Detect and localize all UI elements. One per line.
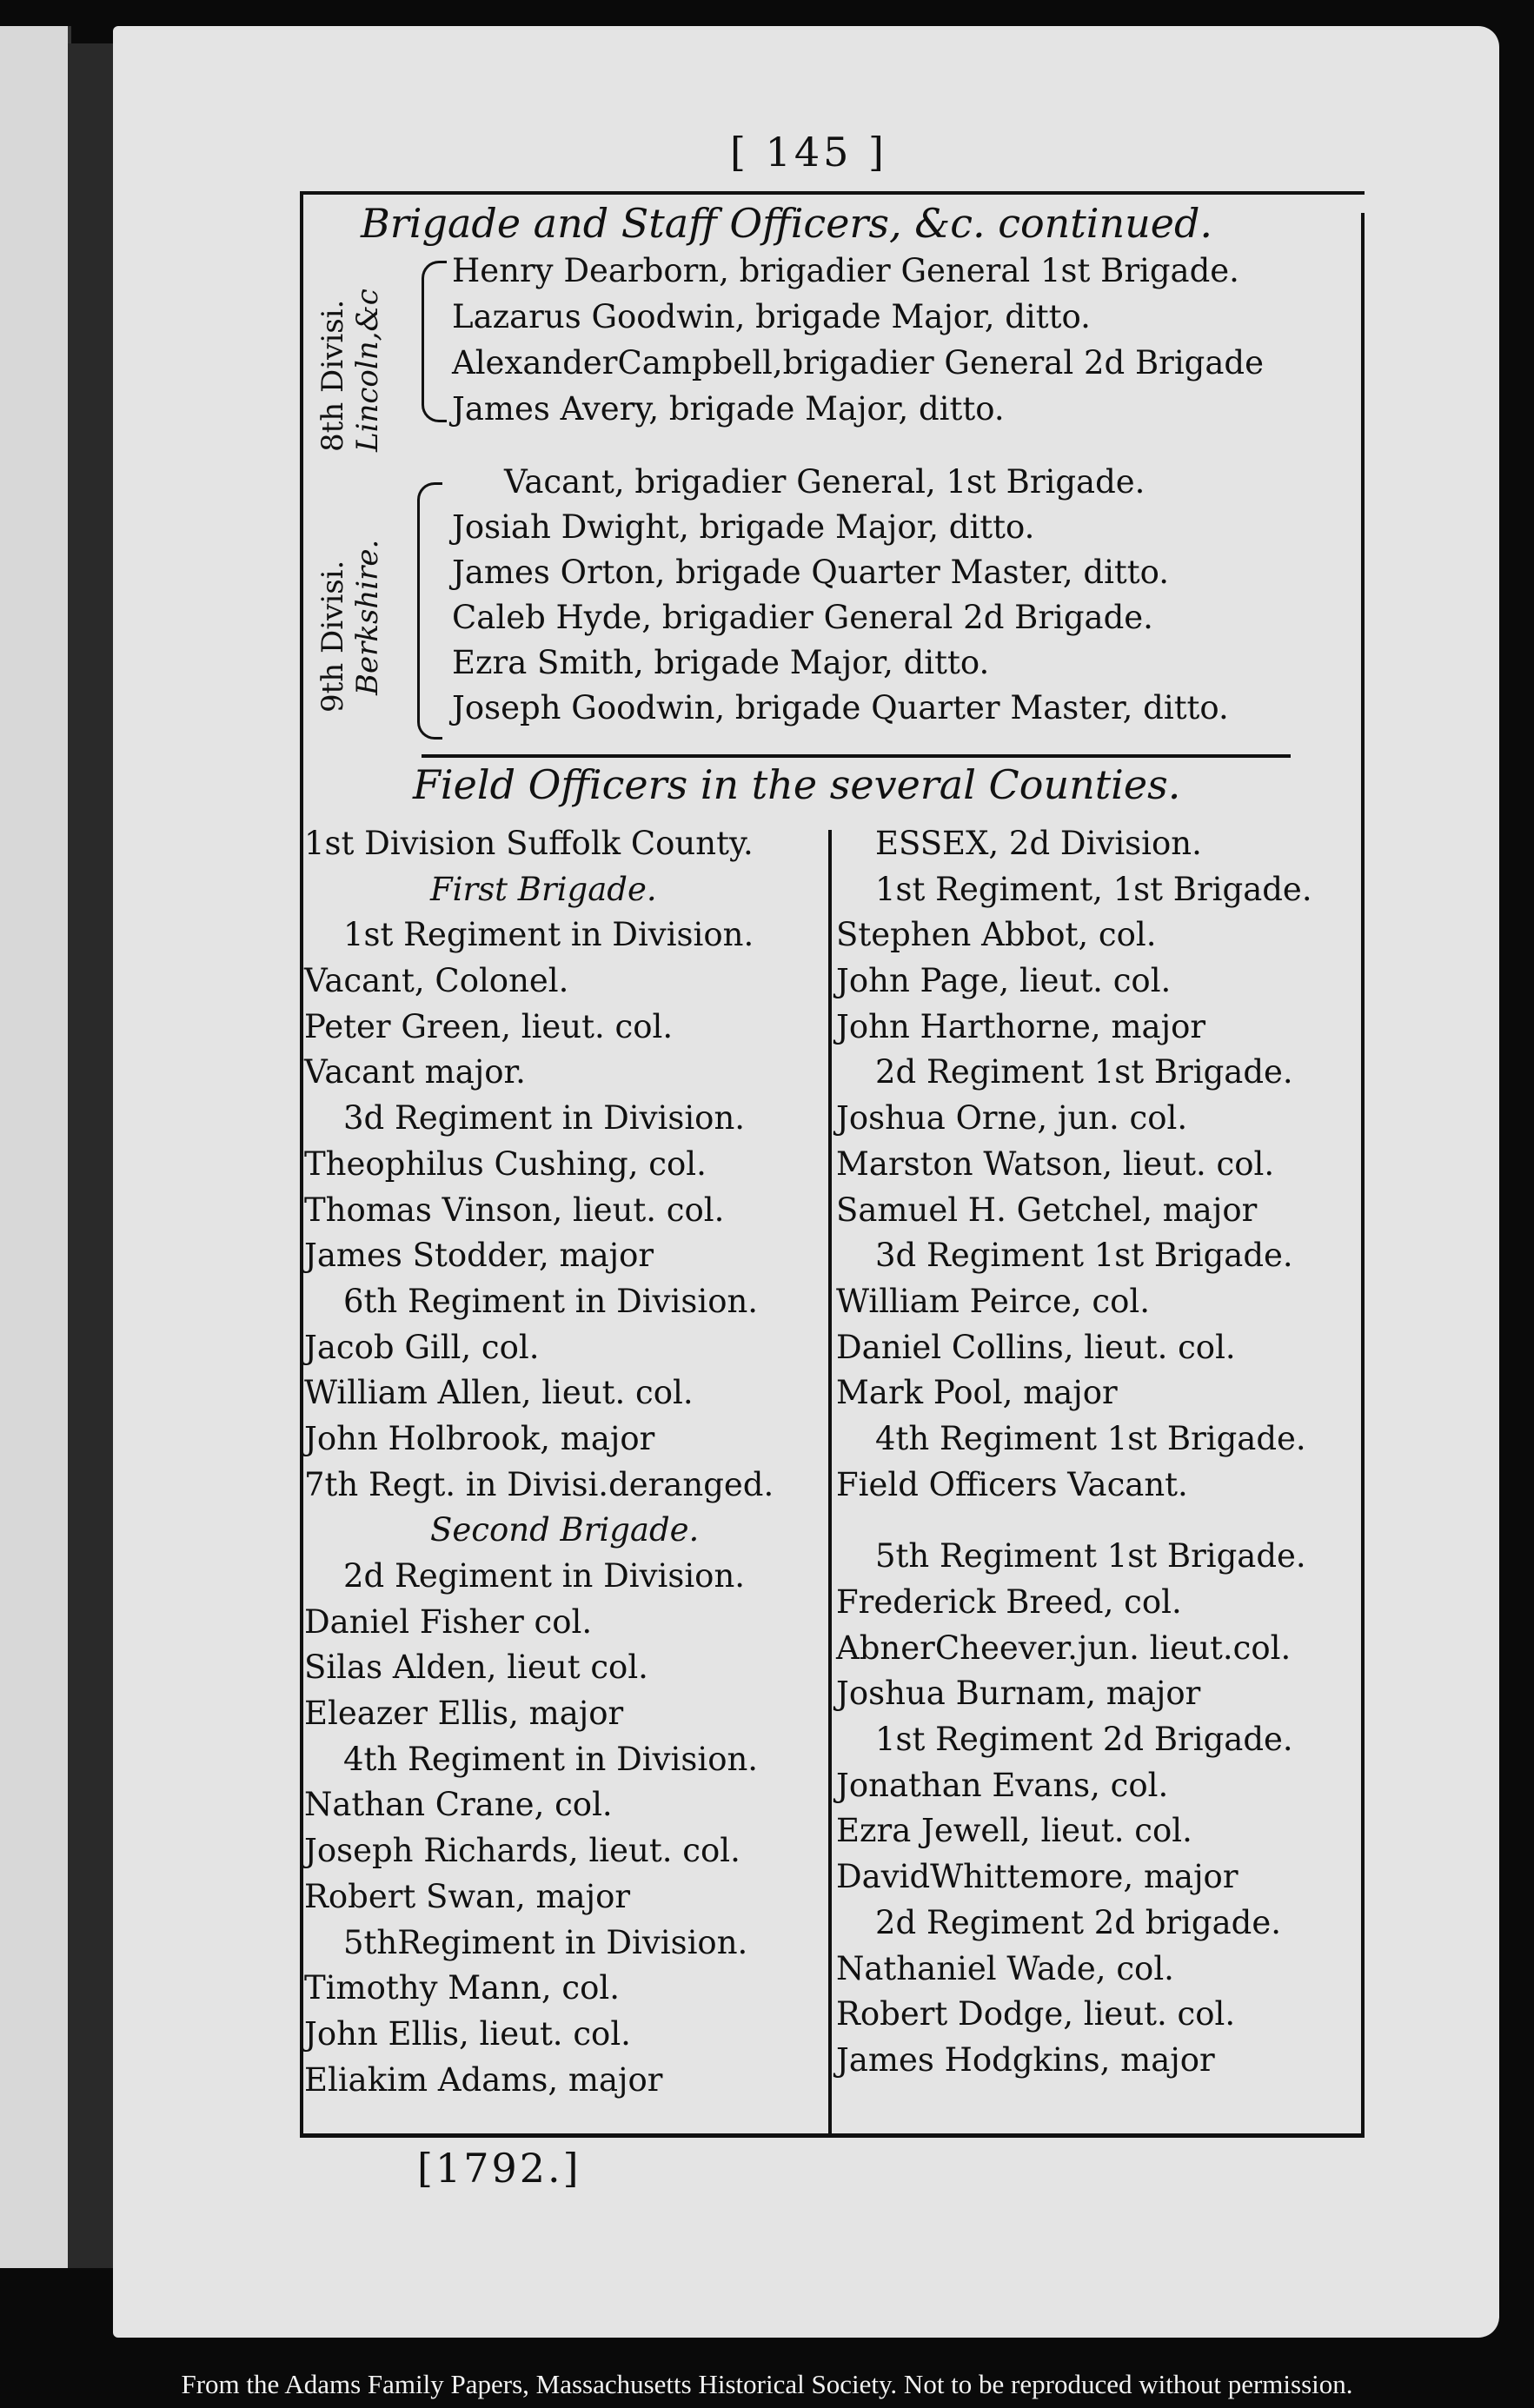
- left-column: [304, 821, 826, 2103]
- regiment-heading: 5th Regiment 1st Brigade.: [875, 1537, 1306, 1575]
- brace-9th-division: [417, 482, 442, 740]
- regiment-heading: 4th Regiment 1st Brigade.: [875, 1419, 1306, 1457]
- brace-8th-division: [422, 261, 447, 422]
- officer-entry: Nathaniel Wade, col.: [836, 1949, 1174, 1987]
- officer-entry: John Ellis, lieut. col.: [304, 2014, 631, 2053]
- officer-entry: James Hodgkins, major: [836, 2040, 1215, 2079]
- text-frame: [300, 191, 1365, 2146]
- officer-entry: Joseph Richards, lieut. col.: [304, 1832, 740, 1870]
- officer-entry: Peter Green, lieut. col.: [304, 1007, 674, 1045]
- regiment-heading: 3d Regiment 1st Brigade.: [875, 1237, 1293, 1275]
- officer-entry: Vacant major.: [304, 1053, 526, 1091]
- staff-line: Ezra Smith, brigade Major, ditto.: [452, 644, 990, 681]
- officer-entry: Ezra Jewell, lieut. col.: [836, 1812, 1192, 1850]
- officer-entry: John Page, lieut. col.: [836, 962, 1172, 1000]
- officer-entry: Jonathan Evans, col.: [836, 1766, 1169, 1804]
- officer-entry: Joshua Burnam, major: [836, 1675, 1201, 1713]
- officer-entry: Field Officers Vacant.: [836, 1465, 1188, 1503]
- officer-entry: Daniel Fisher col.: [304, 1602, 593, 1641]
- field-officers-title: Field Officers in the several Counties.: [413, 761, 1181, 808]
- regiment-heading: Second Brigade.: [430, 1511, 700, 1549]
- officer-entry: Robert Dodge, lieut. col.: [836, 1995, 1236, 2033]
- officer-entry: William Allen, lieut. col.: [304, 1374, 694, 1412]
- page-number: [ 145 ]: [730, 129, 887, 176]
- regiment-heading: 5thRegiment in Division.: [343, 1923, 748, 1961]
- section-rule: [422, 754, 1291, 758]
- officer-entry: 7th Regt. in Divisi.deranged.: [304, 1465, 774, 1503]
- regiment-heading: 2d Regiment 2d brigade.: [875, 1903, 1281, 1941]
- staff-line: Vacant, brigadier General, 1st Brigade.: [504, 463, 1146, 501]
- frame-bottom-rule: [300, 2133, 1365, 2138]
- book-spine: [68, 43, 113, 2268]
- officer-entry: William Peirce, col.: [836, 1282, 1151, 1320]
- staff-line: James Orton, brigade Quarter Master, ditto.: [452, 554, 1170, 591]
- officer-entry: John Holbrook, major: [304, 1419, 655, 1457]
- officer-entry: Jacob Gill, col.: [304, 1328, 540, 1366]
- officer-entry: John Harthorne, major: [836, 1007, 1206, 1045]
- officer-entry: 1st Division Suffolk County.: [304, 825, 754, 862]
- officer-entry: Silas Alden, lieut col.: [304, 1648, 648, 1687]
- regiment-heading: 2d Regiment 1st Brigade.: [875, 1053, 1293, 1091]
- officer-entry: James Stodder, major: [304, 1237, 654, 1275]
- officer-entry: Mark Pool, major: [836, 1374, 1118, 1412]
- regiment-heading: 2d Regiment in Division.: [343, 1557, 746, 1595]
- staff-line: Josiah Dwight, brigade Major, ditto.: [452, 508, 1035, 546]
- officer-entry: Vacant, Colonel.: [304, 962, 569, 1000]
- officer-entry: Stephen Abbot, col.: [836, 916, 1157, 954]
- division-label: 8th Divisi.: [315, 299, 350, 452]
- frame-left-rule: [300, 191, 303, 2133]
- staff-line: Joseph Goodwin, brigade Quarter Master, ditto.: [452, 689, 1229, 726]
- regiment-heading: 1st Regiment 2d Brigade.: [875, 1721, 1293, 1759]
- copyright-footer: From the Adams Family Papers, Massachusetts Historical Society. Not to be reproduced without permission.: [181, 2369, 1353, 2399]
- officer-entry: DavidWhittemore, major: [836, 1858, 1238, 1896]
- year-label: [1792.]: [417, 2145, 581, 2192]
- officer-entry: Timothy Mann, col.: [304, 1969, 620, 2007]
- regiment-heading: First Brigade.: [430, 870, 657, 908]
- division-label: 9th Divisi.: [315, 560, 350, 713]
- regiment-heading: 3d Regiment in Division.: [343, 1099, 746, 1138]
- county-label: Lincoln,&c: [350, 289, 385, 452]
- right-column: [836, 821, 1358, 2084]
- spacer: [836, 1508, 1358, 1534]
- regiment-heading: 4th Regiment in Division.: [343, 1740, 759, 1778]
- staff-line: Henry Dearborn, brigadier General 1st Brigade.: [452, 252, 1239, 289]
- staff-line: James Avery, brigade Major, ditto.: [452, 390, 1005, 428]
- officer-entry: Eleazer Ellis, major: [304, 1695, 624, 1733]
- officer-entry: Thomas Vinson, lieut. col.: [304, 1191, 725, 1229]
- officer-entry: Daniel Collins, lieut. col.: [836, 1328, 1236, 1366]
- column-divider: [828, 830, 832, 2133]
- staff-line: Lazarus Goodwin, brigade Major, ditto.: [452, 298, 1091, 335]
- regiment-heading: 1st Regiment in Division.: [343, 916, 754, 954]
- regiment-heading: 6th Regiment in Division.: [343, 1282, 759, 1320]
- regiment-heading: 1st Regiment, 1st Brigade.: [875, 870, 1312, 908]
- officer-entry: Samuel H. Getchel, major: [836, 1191, 1258, 1229]
- staff-section-title: Brigade and Staff Officers, &c. continued.: [361, 200, 1213, 247]
- officer-entry: Nathan Crane, col.: [304, 1786, 613, 1824]
- facing-page-edge: [0, 26, 71, 2268]
- officer-entry: Marston Watson, lieut. col.: [836, 1144, 1275, 1183]
- officer-entry: Robert Swan, major: [304, 1877, 631, 1915]
- frame-right-rule: [1361, 213, 1365, 2133]
- staff-line: Caleb Hyde, brigadier General 2d Brigade.: [452, 599, 1153, 636]
- book-page: [113, 26, 1499, 2338]
- county-label: Berkshire.: [350, 539, 385, 695]
- officer-entry: Eliakim Adams, major: [304, 2060, 663, 2099]
- frame-top-rule: [300, 191, 1365, 195]
- regiment-heading: ESSEX, 2d Division.: [875, 825, 1202, 862]
- officer-entry: AbnerCheever.jun. lieut.col.: [836, 1629, 1292, 1667]
- officer-entry: Joshua Orne, jun. col.: [836, 1099, 1188, 1138]
- staff-line: AlexanderCampbell,brigadier General 2d Brigade: [452, 344, 1264, 381]
- officer-entry: Theophilus Cushing, col.: [304, 1144, 707, 1183]
- officer-entry: Frederick Breed, col.: [836, 1583, 1182, 1621]
